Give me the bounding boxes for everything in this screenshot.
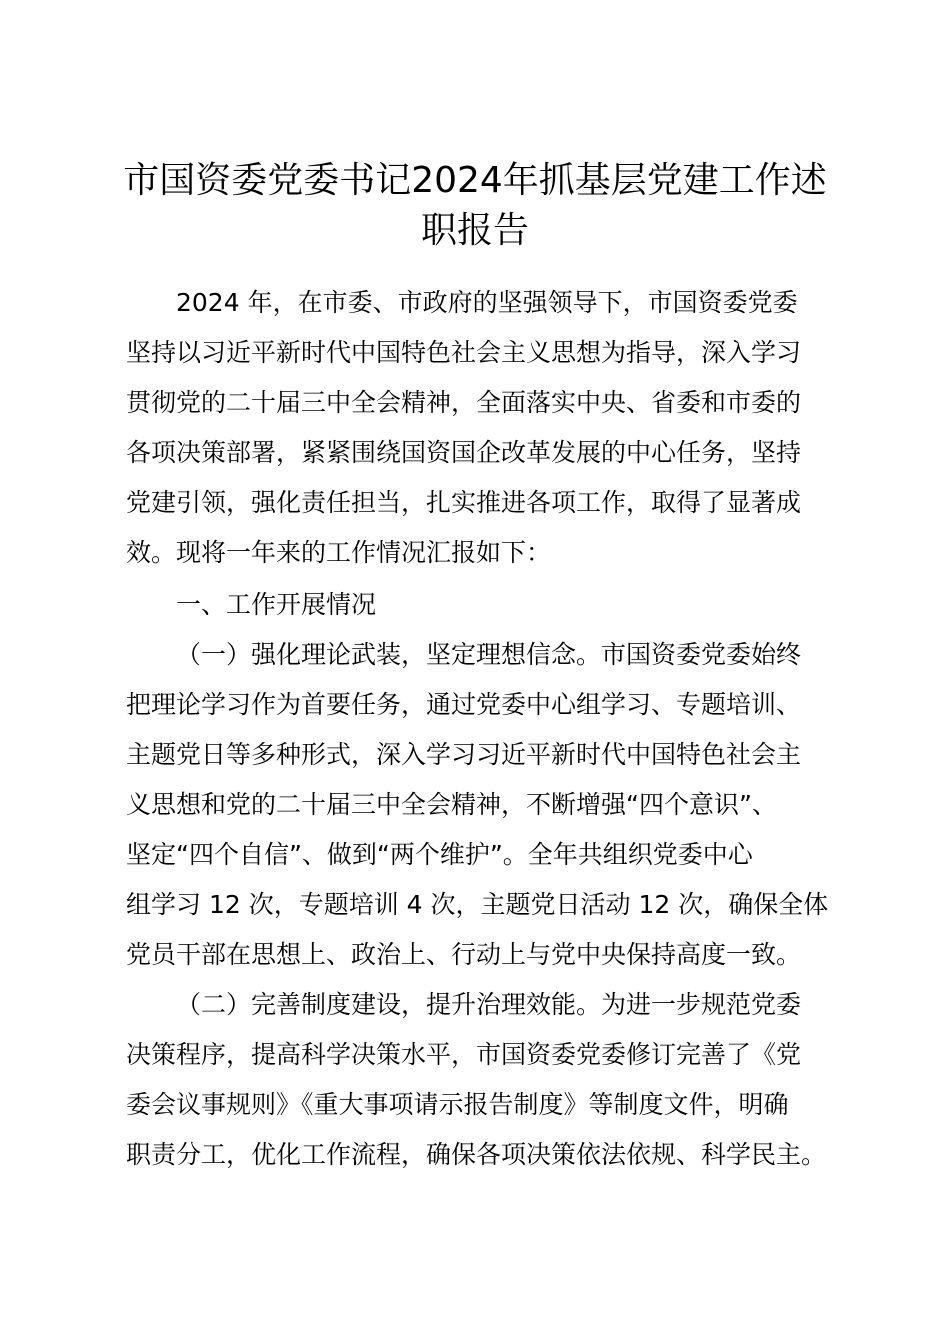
paragraph-2-line-4: 义思想和党的二十届三中全会精神，不断增强“四个意识”、: [126, 790, 777, 819]
paragraph-1-line-5: 党建引领，强化责任担当，扎实推进各项工作，取得了显著成: [126, 488, 802, 517]
paragraph-3-line-2: 决策程序，提高科学决策水平，市国资委党委修订完善了《党: [126, 1040, 802, 1069]
paragraph-3-line-3: 委会议事规则》《重大事项请示报告制度》等制度文件，明确: [126, 1090, 789, 1119]
paragraph-1-line-4: 各项决策部署，紧紧围绕国资国企改革发展的中心任务，坚持: [126, 438, 802, 467]
paragraph-1-line-3: 贯彻党的二十届三中全会精神，全面落实中央、省委和市委的: [126, 388, 802, 417]
paragraph-3-line-4: 职责分工，优化工作流程，确保各项决策依法依规、科学民主。: [126, 1140, 827, 1169]
paragraph-2-line-2: 把理论学习作为首要任务，通过党委中心组学习、专题培训、: [126, 690, 802, 719]
paragraph-3-line-1: （二）完善制度建设，提升治理效能。为进一步规范党委: [176, 990, 802, 1019]
paragraph-1-line-1: 2024 年，在市委、市政府的坚强领导下，市国资委党委: [176, 288, 798, 317]
paragraph-1-line-2: 坚持以习近平新时代中国特色社会主义思想为指导，深入学习: [126, 338, 802, 367]
paragraph-2-line-1: （一）强化理论武装，坚定理想信念。市国资委党委始终: [176, 640, 802, 669]
paragraph-1-line-6: 效。现将一年来的工作情况汇报如下：: [126, 538, 552, 567]
paragraph-2-line-3: 主题党日等多种形式，深入学习习近平新时代中国特色社会主: [126, 740, 802, 769]
document-title-line-1: 市国资委党委书记2024年抓基层党建工作述: [123, 160, 827, 201]
paragraph-2-line-7: 党员干部在思想上、政治上、行动上与党中央保持高度一致。: [126, 940, 802, 969]
section-heading-1: 一、工作开展情况: [176, 590, 377, 619]
document-title-line-2: 职报告: [420, 210, 529, 251]
paragraph-2-line-6: 组学习 12 次，专题培训 4 次，主题党日活动 12 次，确保全体: [126, 890, 829, 919]
paragraph-2-line-5: 坚定“四个自信”、做到“两个维护”。全年共组织党委中心: [126, 840, 753, 869]
